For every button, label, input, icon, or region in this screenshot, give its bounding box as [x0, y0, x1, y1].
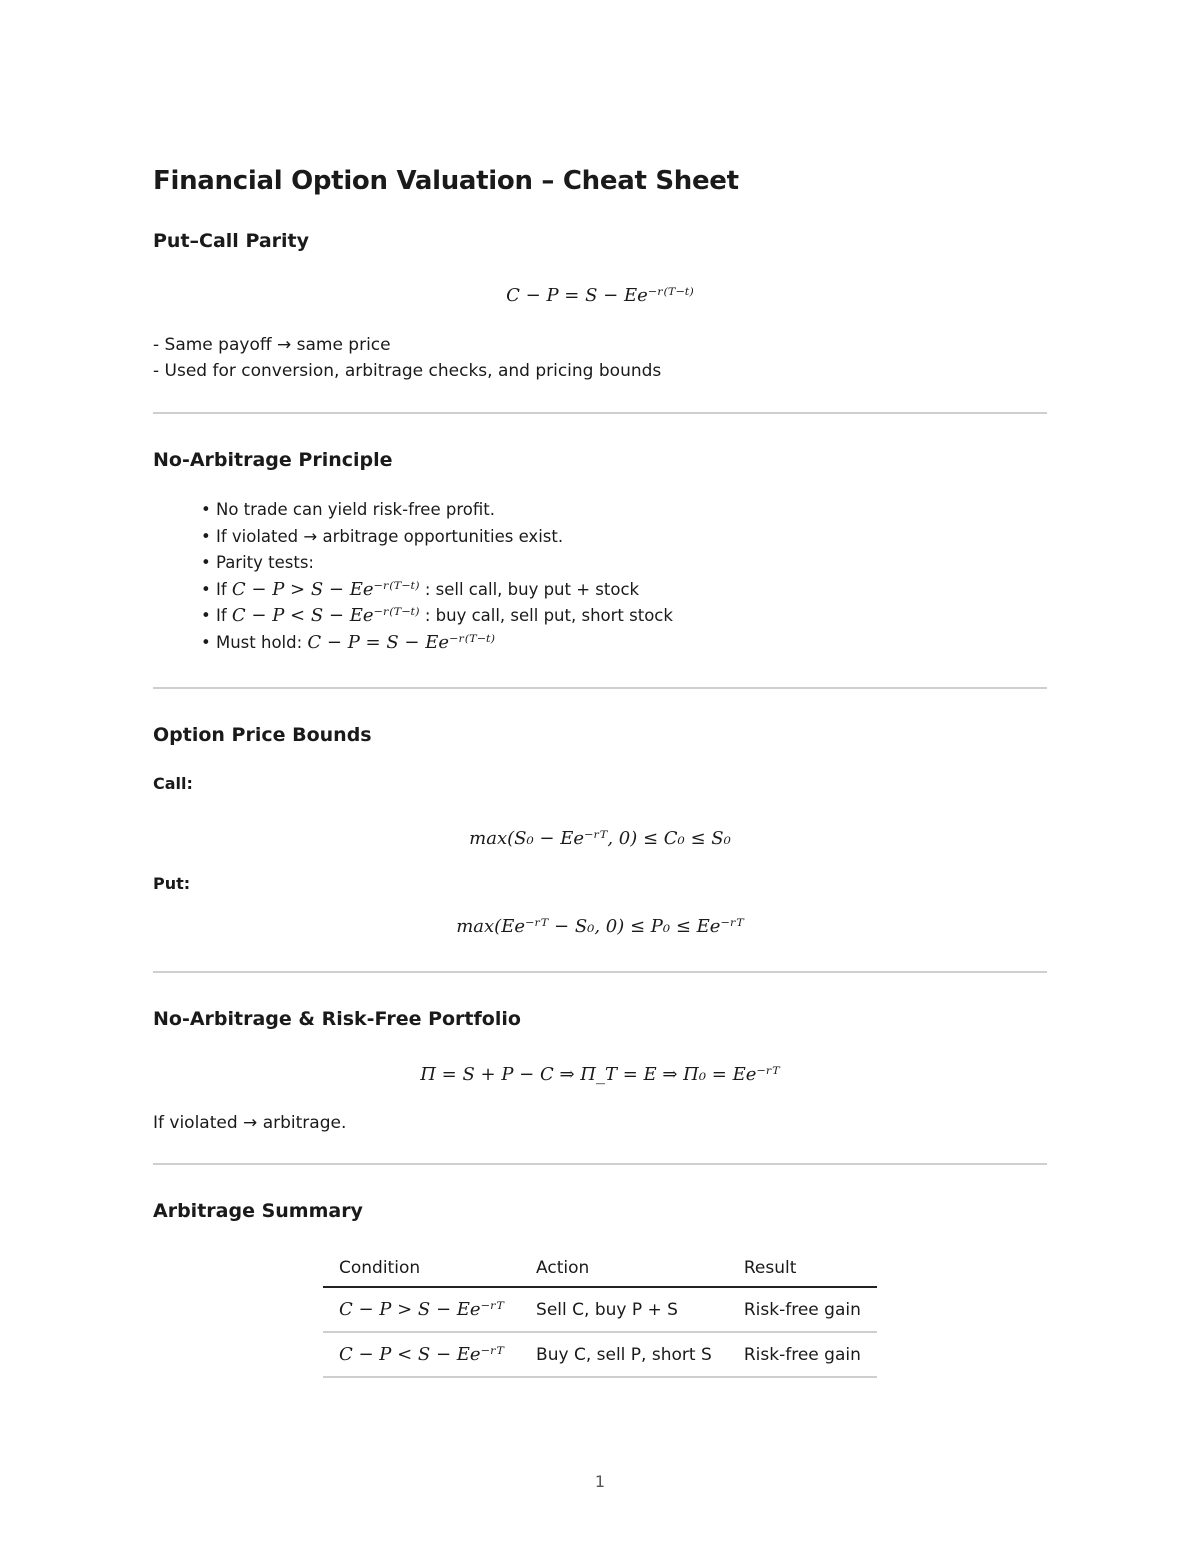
risk-free-formula: Π = S + P − C ⇒ Π_T = E ⇒ Π₀ = Ee⁻ʳᵀ [420, 1064, 780, 1085]
put-label: Put: [153, 874, 191, 893]
table-header-row [323, 1252, 877, 1287]
action-cell: Buy C, sell P, short S [520, 1332, 728, 1377]
list-item [201, 603, 673, 630]
condition-cell: C − P > S − Ee⁻ʳᵀ [323, 1287, 520, 1332]
result-cell: Risk-free gain [728, 1332, 877, 1377]
bullet-suffix: : sell call, buy put + stock [419, 579, 640, 599]
list-item [201, 577, 673, 604]
column-header: Action [520, 1252, 728, 1287]
put-call-note-1: - Same payoff → same price [153, 335, 391, 355]
call-label: Call: [153, 774, 193, 793]
column-header: Result [728, 1252, 877, 1287]
list-item [201, 524, 673, 551]
page-title: Financial Option Valuation – Cheat Sheet [153, 166, 739, 196]
section-heading-bounds: Option Price Bounds [153, 724, 372, 746]
table-row [323, 1287, 877, 1332]
section-divider [153, 687, 1047, 689]
section-divider [153, 1163, 1047, 1165]
section-heading-put-call-parity: Put–Call Parity [153, 230, 310, 252]
bullet-text: Parity tests: [215, 553, 314, 572]
bullet-math: C − P > S − Ee⁻ʳ⁽ᵀ⁻ᵗ⁾ [231, 578, 420, 600]
result-cell: Risk-free gain [728, 1287, 877, 1332]
page-number: 1 [594, 1472, 606, 1491]
list-item [201, 497, 673, 524]
put-call-parity-formula: C − P = S − Ee⁻ʳ⁽ᵀ⁻ᵗ⁾ [506, 285, 694, 306]
risk-free-note: If violated → arbitrage. [153, 1113, 347, 1133]
bullet-text: If violated → arbitrage opportunities exist. [215, 526, 564, 546]
section-heading-risk-free: No-Arbitrage & Risk-Free Portfolio [153, 1008, 521, 1030]
list-item [201, 630, 673, 657]
section-divider [153, 412, 1047, 414]
section-heading-summary: Arbitrage Summary [153, 1200, 363, 1222]
section-divider [153, 971, 1047, 973]
bullet-suffix: : buy call, sell put, short stock [419, 606, 673, 625]
no-arbitrage-list [201, 497, 673, 656]
bullet-prefix: Must hold: [215, 632, 308, 652]
put-call-note-2: - Used for conversion, arbitrage checks, and pricing bounds [153, 361, 662, 381]
condition-cell: C − P < S − Ee⁻ʳᵀ [323, 1332, 520, 1377]
bullet-prefix: If [215, 579, 232, 599]
table-row [323, 1332, 877, 1377]
call-bounds-formula: max(S₀ − Ee⁻ʳᵀ, 0) ≤ C₀ ≤ S₀ [469, 828, 731, 849]
column-header: Condition [323, 1252, 520, 1287]
put-bounds-formula: max(Ee⁻ʳᵀ − S₀, 0) ≤ P₀ ≤ Ee⁻ʳᵀ [456, 916, 744, 937]
arbitrage-summary-table [323, 1252, 877, 1378]
bullet-math: C − P < S − Ee⁻ʳ⁽ᵀ⁻ᵗ⁾ [231, 605, 420, 626]
section-heading-no-arbitrage: No-Arbitrage Principle [153, 449, 393, 471]
bullet-prefix: If [215, 606, 232, 625]
list-item [201, 550, 673, 577]
bullet-math: C − P = S − Ee⁻ʳ⁽ᵀ⁻ᵗ⁾ [307, 631, 496, 653]
action-cell: Sell C, buy P + S [520, 1287, 728, 1332]
bullet-text: No trade can yield risk-free profit. [215, 500, 495, 519]
